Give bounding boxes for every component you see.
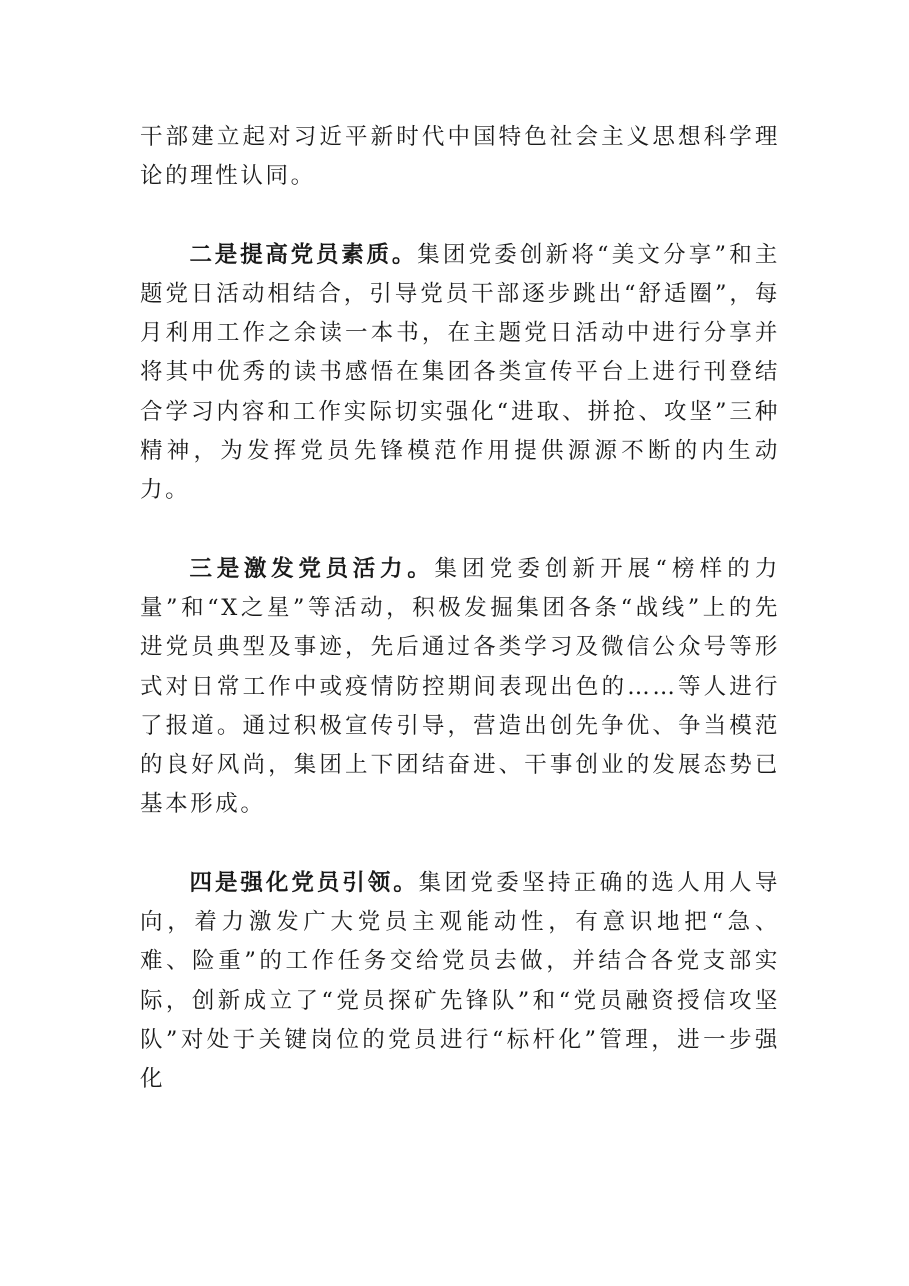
- paragraph-continuation: [140, 118, 780, 197]
- paragraph-lead-heading: 四是强化党员引领。: [189, 869, 419, 896]
- paragraph-lead-heading: 三是激发党员活力。: [189, 555, 435, 582]
- paragraph-stimulate-vitality: [140, 550, 780, 825]
- paragraph-strengthen-leadership: [140, 864, 780, 1100]
- paragraph-body-text: 集团党委坚持正确的选人用人导向，着力激发广大党员主观能动性，有意识地把“急、难、险重”的工作任务交给党员去做，并结合各党支部实际，创新成立了“党员探矿先锋队”和“党员融资授信攻坚队”对处于关键岗位的党员进行“标杆化”管理，进一步强化: [140, 869, 780, 1093]
- paragraph-improve-quality: [140, 236, 780, 511]
- document-body: [140, 118, 780, 1100]
- paragraph-body-text: 干部建立起对习近平新时代中国特色社会主义思想科学理论的理性认同。: [140, 124, 780, 190]
- paragraph-body-text: 集团党委创新开展“榜样的力量”和“X之星”等活动，积极发掘集团各条“战线”上的先进党员典型及事迹，先后通过各类学习及微信公众号等形式对日常工作中或疫情防控期间表现出色的……等人进行了报道。通过积极宣传引导，营造出创先争优、争当模范的良好风尚，集团上下团结奋进、干事创业的发展态势已基本形成。: [140, 555, 780, 818]
- paragraph-body-text: 集团党委创新将“美文分享”和主题党日活动相结合，引导党员干部逐步跳出“舒适圈”，每月利用工作之余读一本书，在主题党日活动中进行分享并将其中优秀的读书感悟在集团各类宣传平台上进行刊登结合学习内容和工作实际切实强化“进取、拼抢、攻坚”三种精神，为发挥党员先锋模范作用提供源源不断的内生动力。: [140, 241, 780, 504]
- paragraph-lead-heading: 二是提高党员素质。: [189, 241, 418, 268]
